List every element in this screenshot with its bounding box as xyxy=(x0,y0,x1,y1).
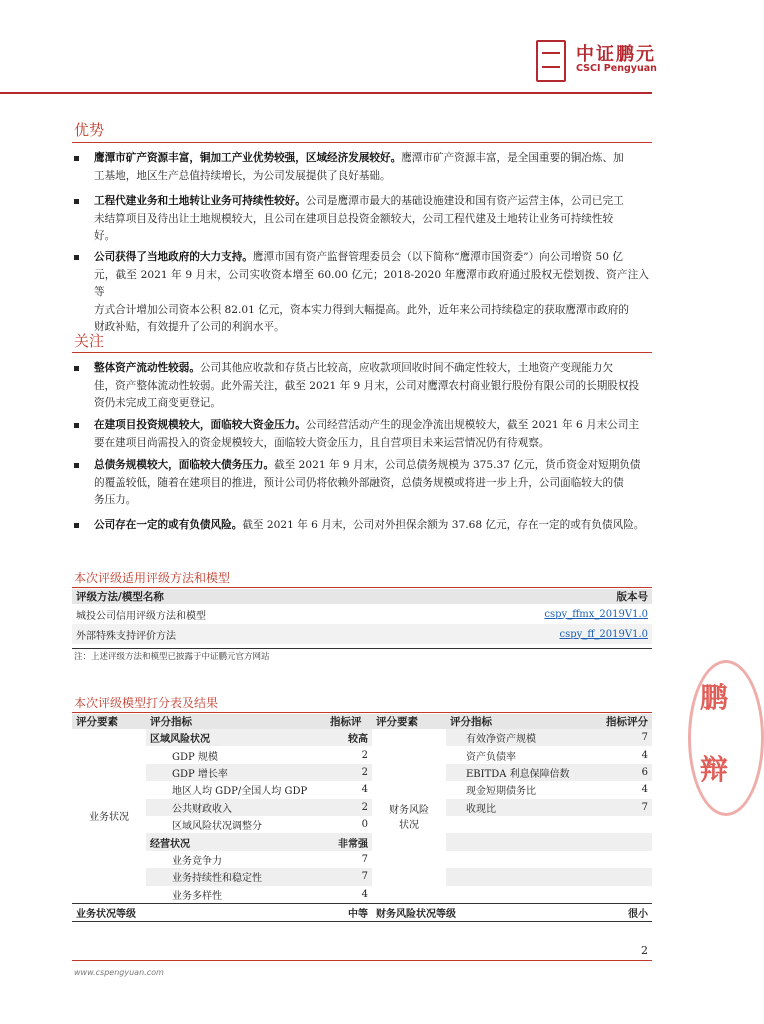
concern-item: 整体资产流动性较弱。公司其他应收款和存货占比较高，应收款项回收时间不确定性较大，土地资产变现能力欠 佳，资产整体流动性较弱。此外需关注，截至 2021 年 9 月末，公司对鹰潭农村商业银行股份有限公司的长期股权投 资仍未完成工商变更登记。 xyxy=(94,362,640,409)
table-row xyxy=(72,833,652,850)
method-table-top-rule xyxy=(72,587,652,588)
advantage-item: 工程代建业务和土地转让业务可持续性较好。公司是鹰潭市最大的基础设施建设和国有资产运营主体，公司已完工 未结算项目及待出让土地规模较大，且公司在建项目总投资金额较大，公司工程代建及土地转让业务可持续性较 好。 xyxy=(94,195,624,242)
indicator-cell: 区域风险状况调整分 xyxy=(172,821,262,833)
stamp-char: 辩 xyxy=(700,753,729,786)
empty-cell xyxy=(446,886,586,904)
score-cell: 7 xyxy=(586,799,652,816)
concern-item: 总债务规模较大，面临较大债务压力。截至 2021 年 9 月末，公司总债务规模为 375.37 亿元，货币资金对短期负债 的覆盖较低，随着在建项目的推进，预计公司仍将依赖外部融资，总债务规模或将进一步上升，公司面临较大的债 务压力。 xyxy=(94,459,641,506)
score-table-title: 本次评级模型打分表及结果 xyxy=(74,696,219,710)
empty-cell xyxy=(586,868,652,885)
method-name: 外部特殊支持评价方法 xyxy=(72,624,472,644)
score-cell: 6 xyxy=(586,764,652,781)
bullet-icon xyxy=(74,463,79,468)
logo-chinese-name: 中证鹏元 xyxy=(576,44,656,65)
method-version-link[interactable]: cspy_ffmx_2019V1.0 xyxy=(544,608,648,620)
company-logo-icon xyxy=(536,40,566,82)
table-row xyxy=(72,746,652,763)
business-grade-value: 中等 xyxy=(326,903,372,921)
table-row xyxy=(72,729,652,746)
method-table xyxy=(72,589,652,644)
indicator-cell: 地区人均 GDP/全国人均 GDP xyxy=(172,786,308,798)
indicator-cell: 业务多样性 xyxy=(172,890,222,902)
logo-english-name: CSCI Pengyuan xyxy=(576,63,657,74)
table-row xyxy=(72,799,652,816)
score-header: 指标评 xyxy=(326,714,372,729)
footer-url: www.cspengyuan.com xyxy=(74,968,164,977)
empty-cell xyxy=(446,816,586,833)
empty-cell xyxy=(586,833,652,850)
advantages-divider xyxy=(72,142,652,143)
group-score: 较高 xyxy=(326,729,372,746)
concern-item: 公司存在一定的或有负债风险。截至 2021 年 6 月末，公司对外担保余额为 37.68 亿元，存在一定的或有负债风险。 xyxy=(94,519,645,531)
bullet-icon xyxy=(74,255,79,260)
table-row xyxy=(72,781,652,798)
advantage-item: 公司获得了当地政府的大力支持。鹰潭市国有资产监督管理委员会（以下简称“鹰潭市国资委”）向公司增资 50 亿 元，截至 2021 年 9 月末，公司实收资本增至 60.00 亿元；2018-2020 年鹰潭市政府通过股权无偿划拨、资产注入等 方式合计增加公司资本公积 82.01 亿元，资本实力得到大幅提高。此外，近年来公司持续稳定的获取鹰潭市政府的 财政补贴，有效提升了公司的利润水平。 xyxy=(94,251,649,333)
indicator-header: 评分指标 xyxy=(446,714,586,729)
bullet-icon xyxy=(74,523,79,528)
indicator-cell: 资产负债率 xyxy=(466,751,516,763)
group-score: 非常强 xyxy=(326,833,372,850)
table-footer-row xyxy=(72,903,652,921)
version-col-header: 版本号 xyxy=(472,589,652,604)
score-cell: 2 xyxy=(326,764,372,781)
table-row xyxy=(72,868,652,885)
indicator-cell: 现金短期债务比 xyxy=(466,786,536,798)
indicator-cell: 有效净资产规模 xyxy=(446,729,586,746)
score-cell: 4 xyxy=(641,749,648,761)
empty-cell xyxy=(586,851,652,868)
concern-item: 在建项目投资规模较大，面临较大资金压力。公司经营活动产生的现金净流出规模较大，截至 2021 年 6 月末公司主 要在建项目尚需投入的资金规模较大，面临较大资金压力，且自营项目未来运营情况仍有待观察。 xyxy=(94,419,640,449)
group-indicator: 区域风险状况 xyxy=(146,729,326,746)
financial-grade-label: 财务风险状况等级 xyxy=(372,903,586,921)
score-cell: 2 xyxy=(361,749,368,761)
method-table-title: 本次评级适用评级方法和模型 xyxy=(74,571,231,585)
method-name: 城投公司信用评级方法和模型 xyxy=(76,610,206,622)
page-number: 2 xyxy=(641,944,648,957)
bullet-icon xyxy=(74,199,79,204)
score-cell: 4 xyxy=(361,888,368,900)
indicator-cell: 业务竞争力 xyxy=(172,855,222,867)
score-cell: 0 xyxy=(361,819,368,831)
business-grade-label: 业务状况等级 xyxy=(72,903,326,921)
empty-cell xyxy=(446,851,586,868)
score-cell: 2 xyxy=(326,799,372,816)
indicator-cell: 公共财政收入 xyxy=(146,799,326,816)
bullet-icon xyxy=(74,423,79,428)
method-table-note: 注：上述评级方法和模型已披露于中证鹏元官方网站 xyxy=(74,652,270,662)
empty-cell xyxy=(586,886,652,904)
stamp-char: 鹏 xyxy=(700,681,729,714)
indicator-cell: 收现比 xyxy=(446,799,586,816)
indicator-cell: GDP 规模 xyxy=(172,751,218,763)
empty-cell xyxy=(446,833,586,850)
financial-factor-label: 财务风险状况 xyxy=(389,804,429,831)
bullet-icon xyxy=(74,366,79,371)
score-cell: 4 xyxy=(361,784,368,796)
table-row xyxy=(72,624,652,644)
indicator-cell: EBITDA 利息保障倍数 xyxy=(446,764,586,781)
empty-cell xyxy=(446,868,586,885)
score-cell: 7 xyxy=(361,853,368,865)
score-cell: 4 xyxy=(641,784,648,796)
indicator-cell: 业务持续性和稳定性 xyxy=(146,868,326,885)
header-divider xyxy=(0,92,652,94)
method-table-bottom-rule xyxy=(72,648,652,649)
factor-header: 评分要素 xyxy=(72,714,146,729)
factor-header: 评分要素 xyxy=(372,714,446,729)
table-row xyxy=(72,604,652,624)
score-table-top-rule xyxy=(72,712,652,713)
advantages-title: 优势 xyxy=(74,121,105,139)
concerns-divider xyxy=(72,352,652,353)
business-factor-label: 业务状况 xyxy=(89,812,129,824)
method-version-link[interactable]: cspy_ff_2019V1.0 xyxy=(472,624,652,644)
bullet-icon xyxy=(74,156,79,161)
footer-divider xyxy=(72,960,652,961)
table-row xyxy=(72,851,652,868)
score-header: 指标评分 xyxy=(586,714,652,729)
concerns-title: 关注 xyxy=(74,332,105,350)
indicator-cell: GDP 增长率 xyxy=(146,764,326,781)
score-cell: 7 xyxy=(586,729,652,746)
group-indicator: 经营状况 xyxy=(146,833,326,850)
table-row xyxy=(72,886,652,904)
score-table xyxy=(72,714,652,922)
indicator-header: 评分指标 xyxy=(146,714,326,729)
financial-grade-value: 很小 xyxy=(586,903,652,921)
table-row xyxy=(72,816,652,833)
method-col-header: 评级方法/模型名称 xyxy=(72,589,472,604)
score-cell: 7 xyxy=(326,868,372,885)
table-row xyxy=(72,764,652,781)
empty-cell xyxy=(586,816,652,833)
advantage-item: 鹰潭市矿产资源丰富，铜加工产业优势较强，区域经济发展较好。鹰潭市矿产资源丰富，是全国重要的铜冶炼、加 工基地，地区生产总值持续增长，为公司发展提供了良好基础。 xyxy=(94,152,624,182)
